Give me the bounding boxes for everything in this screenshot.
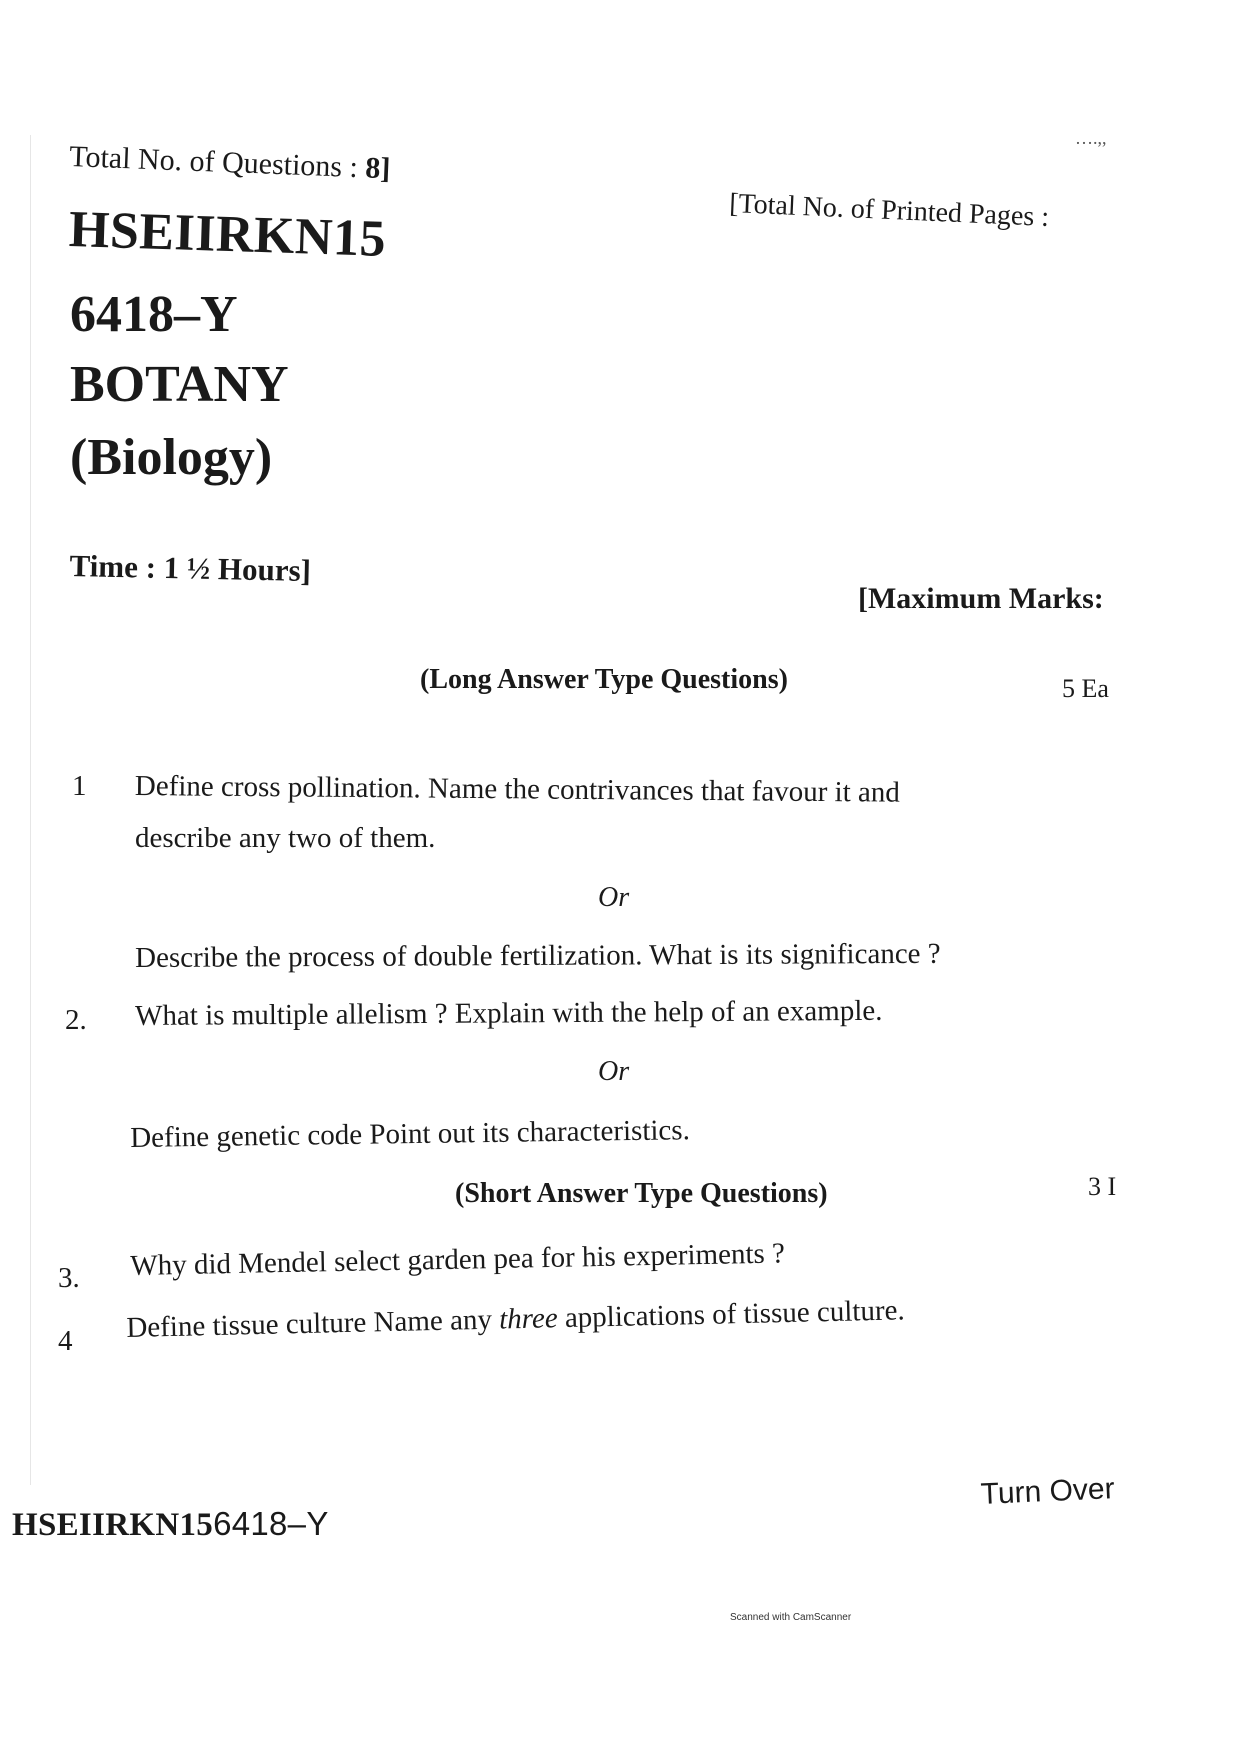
question-alternative: Describe the process of double fertilization. What is its significance ?: [135, 937, 941, 974]
section-marks-short: 3 I: [1088, 1172, 1117, 1201]
subject-title: BOTANY: [70, 356, 289, 413]
question-text: What is multiple allelism ? Explain with the help of an example.: [135, 994, 883, 1032]
or-separator: Or: [598, 882, 630, 913]
total-questions: [69, 140, 391, 186]
question-text: Define cross pollination. Name the contrivances that favour it and: [134, 770, 901, 809]
question-number: 1: [72, 770, 87, 802]
question-number: 2.: [65, 1004, 87, 1036]
scan-edge-shadow: [30, 135, 31, 1485]
footer-code-suffix: 6418–Y: [213, 1505, 329, 1542]
question-text-part: applications of tissue culture.: [557, 1294, 905, 1335]
time-allowed: Time : 1 ½ Hours]: [69, 548, 312, 589]
scanner-watermark: Scanned with CamScanner: [730, 1612, 852, 1623]
question-number: 3.: [58, 1262, 80, 1294]
paper-code: HSEIIRKN15: [68, 200, 387, 268]
subject-subtitle: (Biology): [70, 429, 273, 486]
question-text: Why did Mendel select garden pea for his experiments ?: [130, 1237, 786, 1282]
question-text-emphasis: three: [498, 1302, 558, 1336]
section-heading-short: (Short Answer Type Questions): [455, 1178, 828, 1209]
question-text: describe any two of them.: [135, 822, 436, 854]
section-heading-long: (Long Answer Type Questions): [420, 664, 788, 695]
total-questions-value: 8]: [364, 151, 391, 186]
total-printed-pages: [Total No. of Printed Pages :: [728, 188, 1050, 233]
or-separator: Or: [598, 1056, 630, 1087]
total-questions-label: Total No. of Questions :: [68, 140, 359, 185]
paper-number: 6418–Y: [70, 286, 238, 343]
footer-code-main: HSEIIRKN15: [12, 1507, 214, 1543]
scan-marks: ….,,: [1075, 128, 1107, 148]
question-text: [126, 1294, 905, 1345]
question-text-part: Define tissue culture Name any: [126, 1303, 500, 1344]
question-alternative: Define genetic code Point out its characteristics.: [130, 1114, 691, 1154]
footer-paper-code: [12, 1505, 329, 1544]
maximum-marks: [Maximum Marks:: [858, 582, 1104, 615]
turn-over-note: Turn Over: [980, 1472, 1116, 1511]
question-number: 4: [58, 1325, 73, 1357]
section-marks-long: 5 Ea: [1062, 674, 1109, 703]
